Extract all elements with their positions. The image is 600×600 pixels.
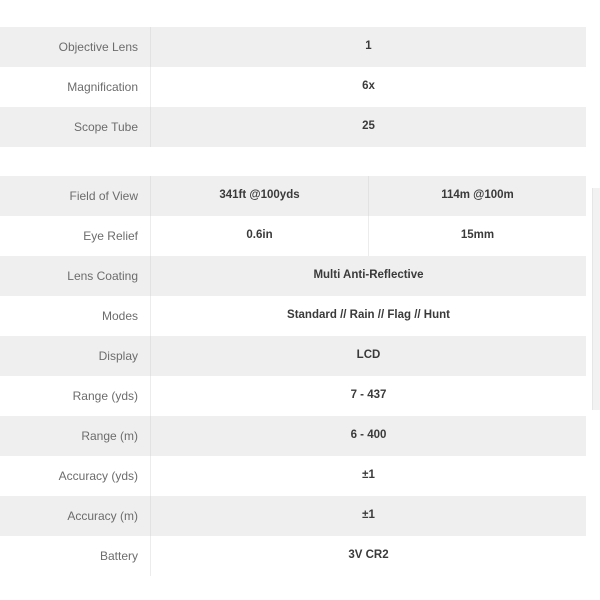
spec-row-magnification xyxy=(0,67,586,107)
spec-label: Battery xyxy=(0,536,151,576)
spec-value: 3V CR2 xyxy=(348,549,389,561)
spec-label: Magnification xyxy=(0,67,151,107)
scrollbar[interactable] xyxy=(592,188,600,410)
spec-row-accuracy-m xyxy=(0,496,586,536)
spec-label: Scope Tube xyxy=(0,107,151,147)
spec-row-battery xyxy=(0,536,586,576)
spec-label: Lens Coating xyxy=(0,256,151,296)
spec-row-field-of-view xyxy=(0,176,586,216)
spec-label: Accuracy (yds) xyxy=(0,456,151,496)
spec-row-accuracy-yds xyxy=(0,456,586,496)
spec-label: Accuracy (m) xyxy=(0,496,151,536)
spec-value: 6 - 400 xyxy=(350,429,387,441)
spec-row-lens-coating xyxy=(0,256,586,296)
spec-label: Objective Lens xyxy=(0,27,151,67)
spec-label: Field of View xyxy=(0,176,151,216)
spec-value-imperial: 0.6in xyxy=(246,229,273,241)
spec-value: 25 xyxy=(362,120,375,132)
spec-value: 6x xyxy=(362,80,375,92)
spec-label: Display xyxy=(0,336,151,376)
spec-row-modes xyxy=(0,296,586,336)
spec-row-range-m xyxy=(0,416,586,456)
spec-label: Range (yds) xyxy=(0,376,151,416)
spec-label: Modes xyxy=(0,296,151,336)
optics-spec-table xyxy=(0,27,586,147)
spec-value: Standard // Rain // Flag // Hunt xyxy=(287,309,450,321)
spec-value-imperial: 341ft @100yds xyxy=(219,189,300,201)
spec-value: Multi Anti-Reflective xyxy=(313,269,424,281)
spec-row-range-yds xyxy=(0,376,586,416)
spec-row-objective-lens xyxy=(0,27,586,67)
spec-value: ±1 xyxy=(362,509,375,521)
spec-label: Range (m) xyxy=(0,416,151,456)
spec-value: 7 - 437 xyxy=(350,389,387,401)
spec-row-scope-tube xyxy=(0,107,586,147)
spec-row-display xyxy=(0,336,586,376)
spec-value: ±1 xyxy=(362,469,375,481)
spec-row-eye-relief xyxy=(0,216,586,256)
spec-value: 1 xyxy=(365,40,372,52)
spec-label: Eye Relief xyxy=(0,216,151,256)
spec-value-metric: 15mm xyxy=(368,216,586,256)
spec-value: LCD xyxy=(356,349,381,361)
spec-value-metric: 114m @100m xyxy=(368,176,586,216)
rangefinder-spec-table xyxy=(0,176,586,576)
